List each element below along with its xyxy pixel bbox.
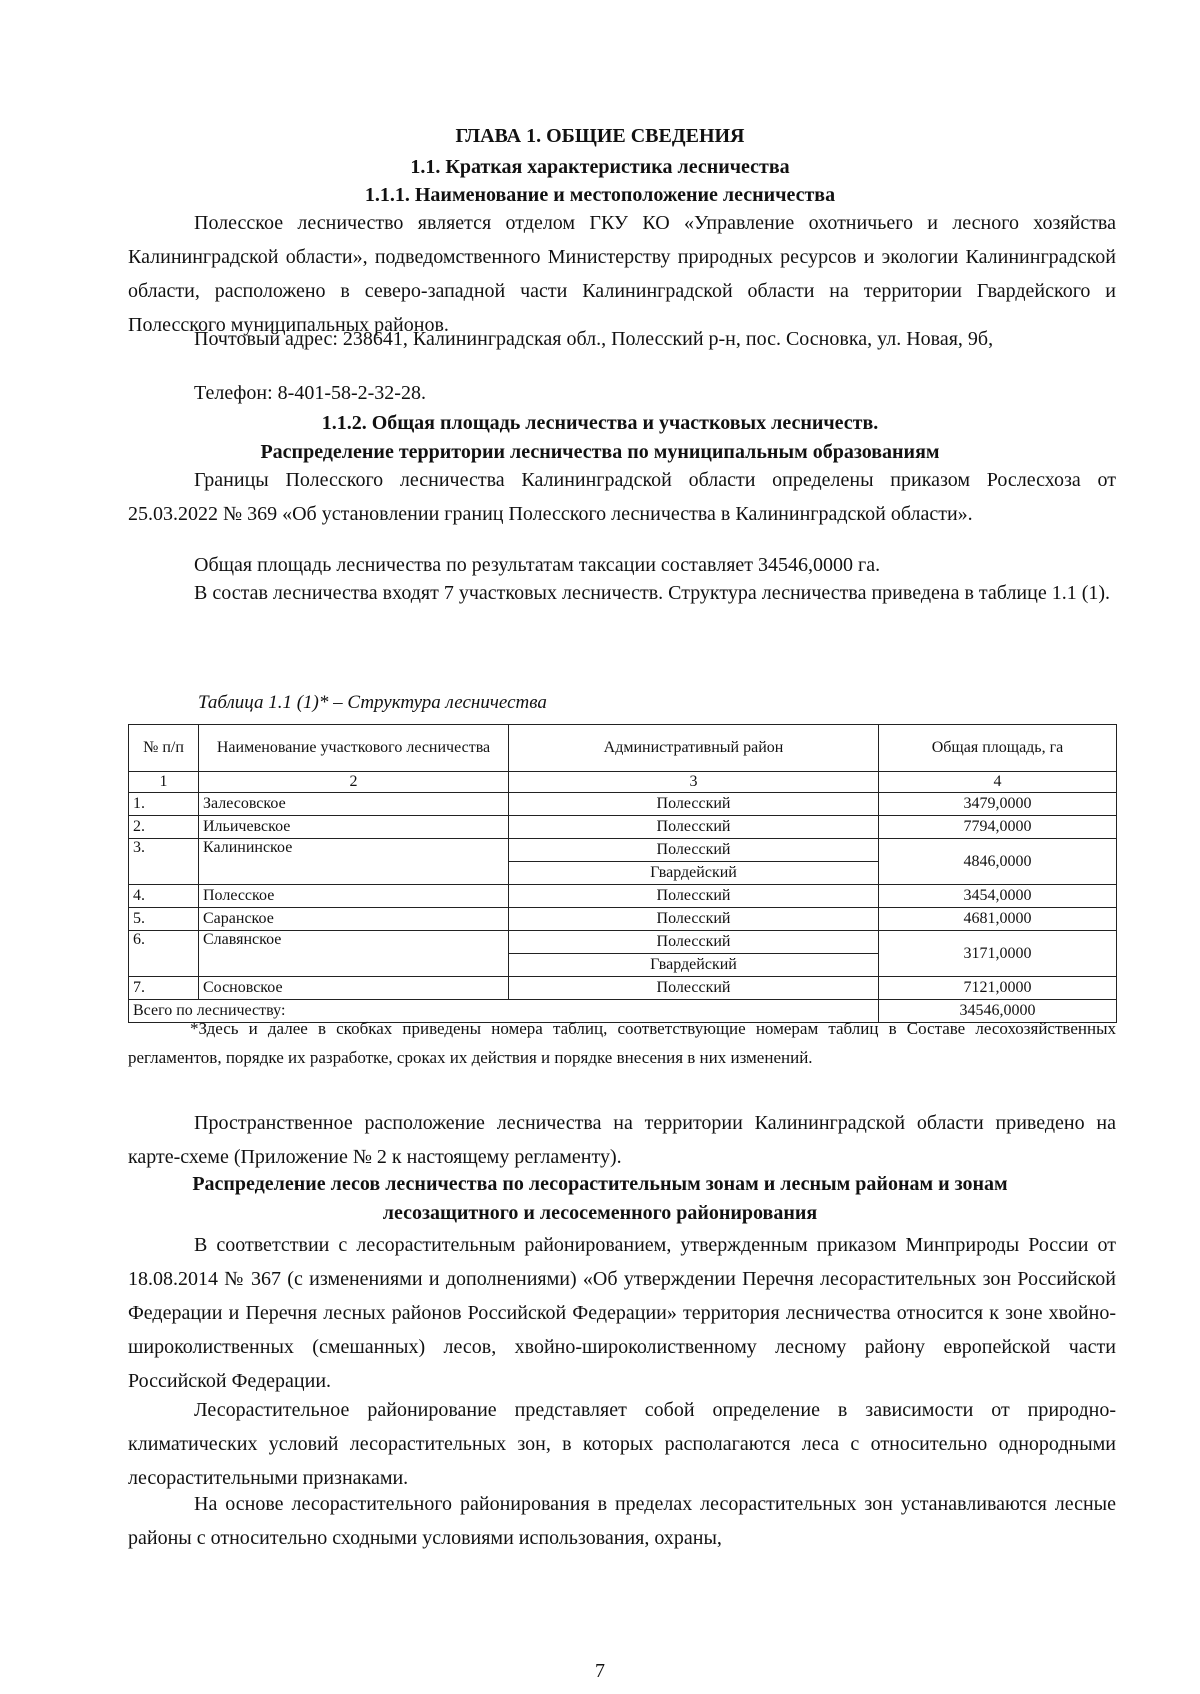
- table-row: [129, 908, 1117, 931]
- row-name: Саранское: [199, 908, 509, 931]
- table-row: [129, 977, 1117, 1000]
- section-heading-1-1-2-subtitle: Распределение территории лесничества по муниципальным образованиям: [260, 441, 940, 463]
- section-heading-1-1: 1.1. Краткая характеристика лесничества: [410, 156, 790, 178]
- section-heading-1-1-2: 1.1.2. Общая площадь лесничества и участковых лесничеств.: [321, 412, 879, 434]
- row-name: Ильичевское: [199, 816, 509, 839]
- page-number: 7: [595, 1660, 605, 1682]
- table-row: [129, 885, 1117, 908]
- section-heading-distribution-cont: лесозащитного и лесосеменного районирования: [382, 1202, 818, 1224]
- row-num: 5.: [129, 908, 199, 931]
- total-label: Всего по лесничеству:: [129, 1000, 879, 1023]
- col-number: 2: [199, 772, 509, 793]
- paragraph-borders: Границы Полесского лесничества Калининградской области определены приказом Рослесхоза от 25.03.2022 № 369 «Об установлении границ Полесского лесничества в Калининградской области».: [128, 469, 1116, 525]
- section-heading-1-1-1: 1.1.1. Наименование и местоположение лесничества: [364, 184, 836, 206]
- row-num: 4.: [129, 885, 199, 908]
- header-num: № п/п: [129, 725, 199, 772]
- row-district: Гвардейский: [509, 954, 879, 977]
- row-name: Полесское: [199, 885, 509, 908]
- row-area: 7121,0000: [879, 977, 1117, 1000]
- row-district: Полесский: [509, 885, 879, 908]
- row-district: Полесский: [509, 839, 879, 862]
- row-area: 4681,0000: [879, 908, 1117, 931]
- row-area: 3171,0000: [879, 931, 1117, 977]
- row-district: Полесский: [509, 931, 879, 954]
- header-district: Административный район: [509, 725, 879, 772]
- table-row: [129, 793, 1117, 816]
- paragraph-zoning: В соответствии с лесорастительным районированием, утвержденным приказом Минприроды России от 18.08.2014 № 367 (с изменениями и дополнениями) «Об утверждении Перечня лесорастительных зон Российской Федерации и Перечня лесных районов Российской Федерации» территория лесничества относится к зоне хвойно-широколиственных (смешанных) лесов, хвойно-широколиственному лесному району европейской части Российской Федерации.: [128, 1234, 1116, 1392]
- paragraph-location: Полесское лесничество является отделом ГКУ КО «Управление охотничьего и лесного хозяйства Калининградской области», подведомственного Министерству природных ресурсов и экологии Калининградской области, расположено в северо-западной части Калининградской области на территории Гвардейского и Полесского муниципальных районов.: [128, 212, 1116, 336]
- header-name: Наименование участкового лесничества: [199, 725, 509, 772]
- row-district: Полесский: [509, 816, 879, 839]
- row-num: 1.: [129, 793, 199, 816]
- row-name: Славянское: [199, 931, 509, 977]
- chapter-title: ГЛАВА 1. ОБЩИЕ СВЕДЕНИЯ: [455, 125, 745, 147]
- row-name: Сосновское: [199, 977, 509, 1000]
- table-row: [129, 931, 1117, 954]
- table-footnote: *Здесь и далее в скобках приведены номера таблиц, соответствующие номерам таблиц в Составе лесохозяйственных регламентов, порядке их разработке, сроках их действия и порядке внесения в них изменений.: [128, 1019, 1116, 1067]
- col-number: 1: [129, 772, 199, 793]
- row-num: 7.: [129, 977, 199, 1000]
- paragraph-address: Почтовый адрес: 238641, Калининградская обл., Полесский р-н, пос. Сосновка, ул. Новая, 9б,: [194, 328, 994, 350]
- paragraph-structure: В состав лесничества входят 7 участковых лесничеств. Структура лесничества приведена в таблице 1.1 (1).: [194, 582, 1111, 604]
- row-district: Полесский: [509, 908, 879, 931]
- paragraph-zoning-definition: Лесорастительное районирование представляет собой определение в зависимости от природно-климатических условий лесорастительных зон, в которых располагаются леса с относительно однородными лесорастительными признаками.: [128, 1399, 1116, 1489]
- table-row: [129, 839, 1117, 862]
- row-name: Залесовское: [199, 793, 509, 816]
- table-column-numbers-row: [129, 772, 1117, 793]
- row-district: Полесский: [509, 793, 879, 816]
- table-row: [129, 816, 1117, 839]
- phone-line: Телефон: 8-401-58-2-32-28.: [194, 382, 426, 404]
- structure-table: [128, 724, 1117, 1023]
- paragraph-total-area: Общая площадь лесничества по результатам таксации составляет 34546,0000 га.: [194, 554, 881, 576]
- section-heading-distribution: Распределение лесов лесничества по лесорастительным зонам и лесным районам и зонам: [192, 1173, 1008, 1195]
- total-area: 34546,0000: [879, 1000, 1117, 1023]
- row-num: 6.: [129, 931, 199, 977]
- table-caption: Таблица 1.1 (1)* – Структура лесничества: [198, 692, 547, 713]
- header-area: Общая площадь, га: [879, 725, 1117, 772]
- row-area: 4846,0000: [879, 839, 1117, 885]
- row-area: 3479,0000: [879, 793, 1117, 816]
- paragraph-forest-regions: На основе лесорастительного районирования в пределах лесорастительных зон устанавливаются лесные районы с относительно сходными условиями использования, охраны,: [128, 1493, 1116, 1549]
- row-name: Калининское: [199, 839, 509, 885]
- row-num: 3.: [129, 839, 199, 885]
- paragraph-map: Пространственное расположение лесничества на территории Калининградской области приведено на карте-схеме (Приложение № 2 к настоящему регламенту).: [128, 1112, 1116, 1168]
- row-num: 2.: [129, 816, 199, 839]
- row-district: Полесский: [509, 977, 879, 1000]
- row-area: 3454,0000: [879, 885, 1117, 908]
- table-header-row: [129, 725, 1117, 772]
- row-area: 7794,0000: [879, 816, 1117, 839]
- row-district: Гвардейский: [509, 862, 879, 885]
- col-number: 3: [509, 772, 879, 793]
- col-number: 4: [879, 772, 1117, 793]
